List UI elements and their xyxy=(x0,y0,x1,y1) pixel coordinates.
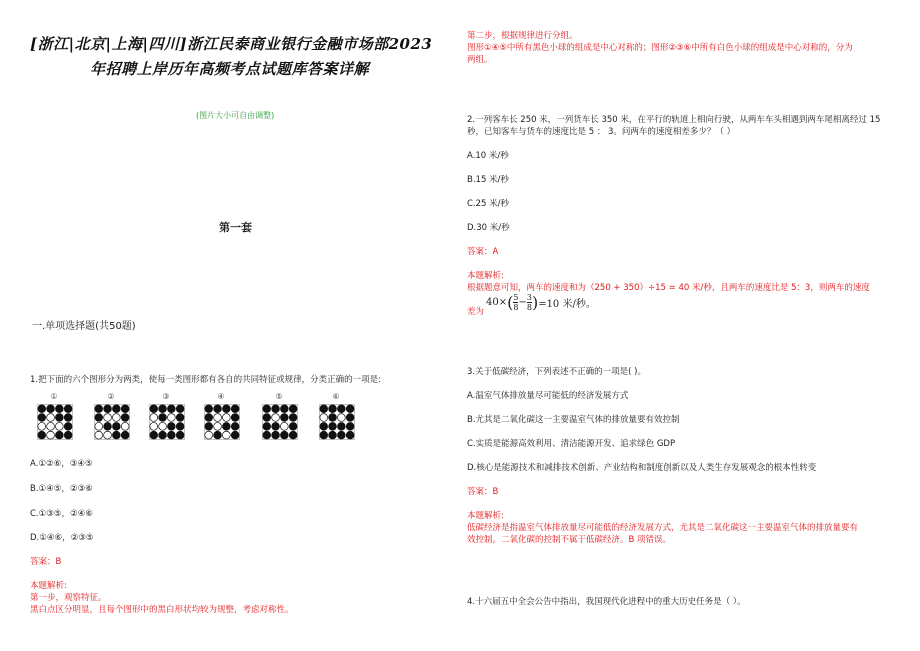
q3-analysis-line2: 效控制。二氧化碳的控制不属于低碳经济。B 项错误。 xyxy=(467,535,672,545)
black-ball xyxy=(289,414,297,422)
black-ball xyxy=(263,431,271,439)
white-ball xyxy=(167,414,175,422)
black-ball xyxy=(214,431,222,439)
black-ball xyxy=(64,414,72,422)
q3-stem: 3.关于低碳经济，下列表述不正确的一项是( )。 xyxy=(467,367,646,377)
black-ball xyxy=(337,422,345,430)
white-ball xyxy=(205,431,213,439)
black-ball xyxy=(320,431,328,439)
black-ball xyxy=(346,414,354,422)
black-ball xyxy=(280,431,288,439)
black-ball xyxy=(47,405,55,413)
black-ball xyxy=(320,405,328,413)
figure-number: ④ xyxy=(217,392,225,401)
black-ball xyxy=(263,405,271,413)
white-ball xyxy=(150,422,158,430)
white-ball xyxy=(337,414,345,422)
ball-grid-figure xyxy=(149,404,185,440)
q2-stem-line2: 秒，已知客车与货车的速度比是 5 ： 3。问两车的速度相差多少？（ ） xyxy=(467,127,736,137)
q3-option-c: C.实质是能源高效利用、清洁能源开发、追求绿色 GDP xyxy=(467,439,676,449)
q2-option-c: C.25 米/秒 xyxy=(467,199,510,209)
black-ball xyxy=(346,431,354,439)
set-title: 第一套 xyxy=(219,221,252,234)
white-ball xyxy=(38,422,46,430)
black-ball xyxy=(121,414,129,422)
white-ball xyxy=(272,414,280,422)
black-ball xyxy=(320,422,328,430)
white-ball xyxy=(214,414,222,422)
black-ball xyxy=(104,422,112,430)
black-ball xyxy=(205,414,213,422)
q1-stem: 1.把下面的六个图形分为两类，使每一类图形都有各自的共同特征或规律，分类正确的一项是: xyxy=(30,375,381,385)
ball-grid-figure xyxy=(319,404,355,440)
black-ball xyxy=(280,405,288,413)
black-ball xyxy=(205,405,213,413)
q1-option-b: B.①④⑤，②③⑥ xyxy=(30,484,93,494)
white-ball xyxy=(47,422,55,430)
q2-stem-line1: 2.一列客车长 250 米，一列货车长 350 米，在平行的轨道上相向行驶，从两车车头相遇到两车尾相离经过 15 xyxy=(467,115,881,125)
document-title-line1: [浙江|北京|上海|四川]浙江民泰商业银行金融市场部2023 xyxy=(30,35,433,53)
white-ball xyxy=(47,414,55,422)
black-ball xyxy=(176,431,184,439)
black-ball xyxy=(159,405,167,413)
document-title-line2: 年招聘上岸历年高频考点试题库答案详解 xyxy=(90,60,370,78)
black-ball xyxy=(231,431,239,439)
black-ball xyxy=(289,422,297,430)
black-ball xyxy=(222,405,230,413)
black-ball xyxy=(167,431,175,439)
figure-number: ③ xyxy=(162,392,170,401)
q3-analysis-line1: 低碳经济是指温室气体排放量尽可能低的经济发展方式，尤其是二氧化碳这一主要温室气体的排放量要有 xyxy=(467,523,859,533)
black-ball xyxy=(329,414,337,422)
q4-stem: 4.十六届五中全会公告中指出，我国现代化进程中的重大历史任务是（ ）。 xyxy=(467,597,746,607)
black-ball xyxy=(329,422,337,430)
white-ball xyxy=(104,431,112,439)
q2-answer: 答案：A xyxy=(467,247,499,257)
figure-number: ① xyxy=(50,392,58,401)
black-ball xyxy=(64,431,72,439)
q2-option-a: A.10 米/秒 xyxy=(467,151,509,161)
black-ball xyxy=(159,414,167,422)
black-ball xyxy=(329,431,337,439)
black-ball xyxy=(112,405,120,413)
black-ball xyxy=(150,405,158,413)
q2-analysis-line1: 根据题意可知，两车的速度和为（250 + 350）÷15 = 40 米/秒，且两车的速度比是 5：3，则两车的速度 xyxy=(467,283,870,293)
q3-analysis-label: 本题解析: xyxy=(467,511,504,521)
black-ball xyxy=(121,431,129,439)
white-ball xyxy=(112,414,120,422)
white-ball xyxy=(121,422,129,430)
ball-grid-figure xyxy=(37,404,73,440)
q3-option-a: A.温室气体排放量尽可能低的经济发展方式 xyxy=(467,391,629,401)
black-ball xyxy=(231,422,239,430)
black-ball xyxy=(346,422,354,430)
black-ball xyxy=(64,405,72,413)
black-ball xyxy=(337,405,345,413)
ball-grid-figure xyxy=(262,404,298,440)
white-ball xyxy=(47,431,55,439)
q1-analysis-line: 第一步，观察特征。 xyxy=(30,593,107,603)
q1-option-c: C.①③⑤，②④⑥ xyxy=(30,509,93,519)
black-ball xyxy=(222,422,230,430)
q1-answer: 答案：B xyxy=(30,557,62,567)
white-ball xyxy=(150,414,158,422)
black-ball xyxy=(214,405,222,413)
black-ball xyxy=(64,422,72,430)
black-ball xyxy=(176,422,184,430)
black-ball xyxy=(346,405,354,413)
black-ball xyxy=(176,414,184,422)
black-ball xyxy=(263,422,271,430)
white-ball xyxy=(320,414,328,422)
black-ball xyxy=(55,431,63,439)
q2-formula: 40×( $\frac{5}{8}$ − $\frac{3}{8}$ )=10 米/秒。 xyxy=(486,293,596,312)
q2-analysis-prefix: 差为 xyxy=(467,307,485,317)
black-ball xyxy=(337,431,345,439)
black-ball xyxy=(231,405,239,413)
black-ball xyxy=(159,431,167,439)
black-ball xyxy=(55,414,63,422)
q1-continued-line: 图形①④⑤中所有黑色小球的组成是中心对称的；图形②③⑥中所有白色小球的组成是中心对称的，分为 xyxy=(467,43,853,53)
black-ball xyxy=(272,405,280,413)
q3-option-d: D.核心是能源技术和减排技术创新、产业结构和制度创新以及人类生存发展观念的根本性转变 xyxy=(467,463,817,473)
q1-analysis-label: 本题解析: xyxy=(30,581,67,591)
black-ball xyxy=(167,422,175,430)
q1-analysis-line: 黑白点区分明显，且每个图形中的黑白形状均较为规整，考虑对称性。 xyxy=(30,605,294,615)
black-ball xyxy=(38,431,46,439)
white-ball xyxy=(280,422,288,430)
q1-option-a: A.①②⑥，③④⑤ xyxy=(30,459,93,469)
black-ball xyxy=(176,405,184,413)
q1-continued-line: 两组。 xyxy=(467,55,493,65)
black-ball xyxy=(231,414,239,422)
black-ball xyxy=(95,405,103,413)
white-ball xyxy=(214,422,222,430)
black-ball xyxy=(263,414,271,422)
black-ball xyxy=(289,405,297,413)
q3-option-b: B.尤其是二氧化碳这一主要温室气体的排放量要有效控制 xyxy=(467,415,680,425)
figure-number: ⑥ xyxy=(332,392,340,401)
black-ball xyxy=(167,405,175,413)
black-ball xyxy=(38,414,46,422)
black-ball xyxy=(121,405,129,413)
image-caption: (图片大小可自由调整) xyxy=(196,111,275,120)
black-ball xyxy=(112,431,120,439)
black-ball xyxy=(272,431,280,439)
black-ball xyxy=(150,431,158,439)
q2-option-b: B.15 米/秒 xyxy=(467,175,509,185)
figure-number: ② xyxy=(107,392,115,401)
black-ball xyxy=(95,414,103,422)
white-ball xyxy=(104,414,112,422)
white-ball xyxy=(55,422,63,430)
q3-answer: 答案：B xyxy=(467,487,499,497)
black-ball xyxy=(38,405,46,413)
q2-analysis-label: 本题解析: xyxy=(467,271,504,281)
white-ball xyxy=(222,414,230,422)
black-ball xyxy=(55,405,63,413)
figure-number: ⑤ xyxy=(275,392,283,401)
white-ball xyxy=(95,431,103,439)
section-title: 一.单项选择题(共50题) xyxy=(32,321,136,332)
black-ball xyxy=(104,405,112,413)
q2-option-d: D.30 米/秒 xyxy=(467,223,510,233)
black-ball xyxy=(272,422,280,430)
white-ball xyxy=(159,422,167,430)
black-ball xyxy=(280,414,288,422)
white-ball xyxy=(95,422,103,430)
ball-grid-figure xyxy=(204,404,240,440)
q1-option-d: D.①④⑥，②③⑤ xyxy=(30,533,94,543)
black-ball xyxy=(289,431,297,439)
ball-grid-figure xyxy=(94,404,130,440)
white-ball xyxy=(222,431,230,439)
q1-continued-line: 第二步，根据规律进行分组。 xyxy=(467,31,578,41)
black-ball xyxy=(112,422,120,430)
black-ball xyxy=(329,405,337,413)
black-ball xyxy=(205,422,213,430)
